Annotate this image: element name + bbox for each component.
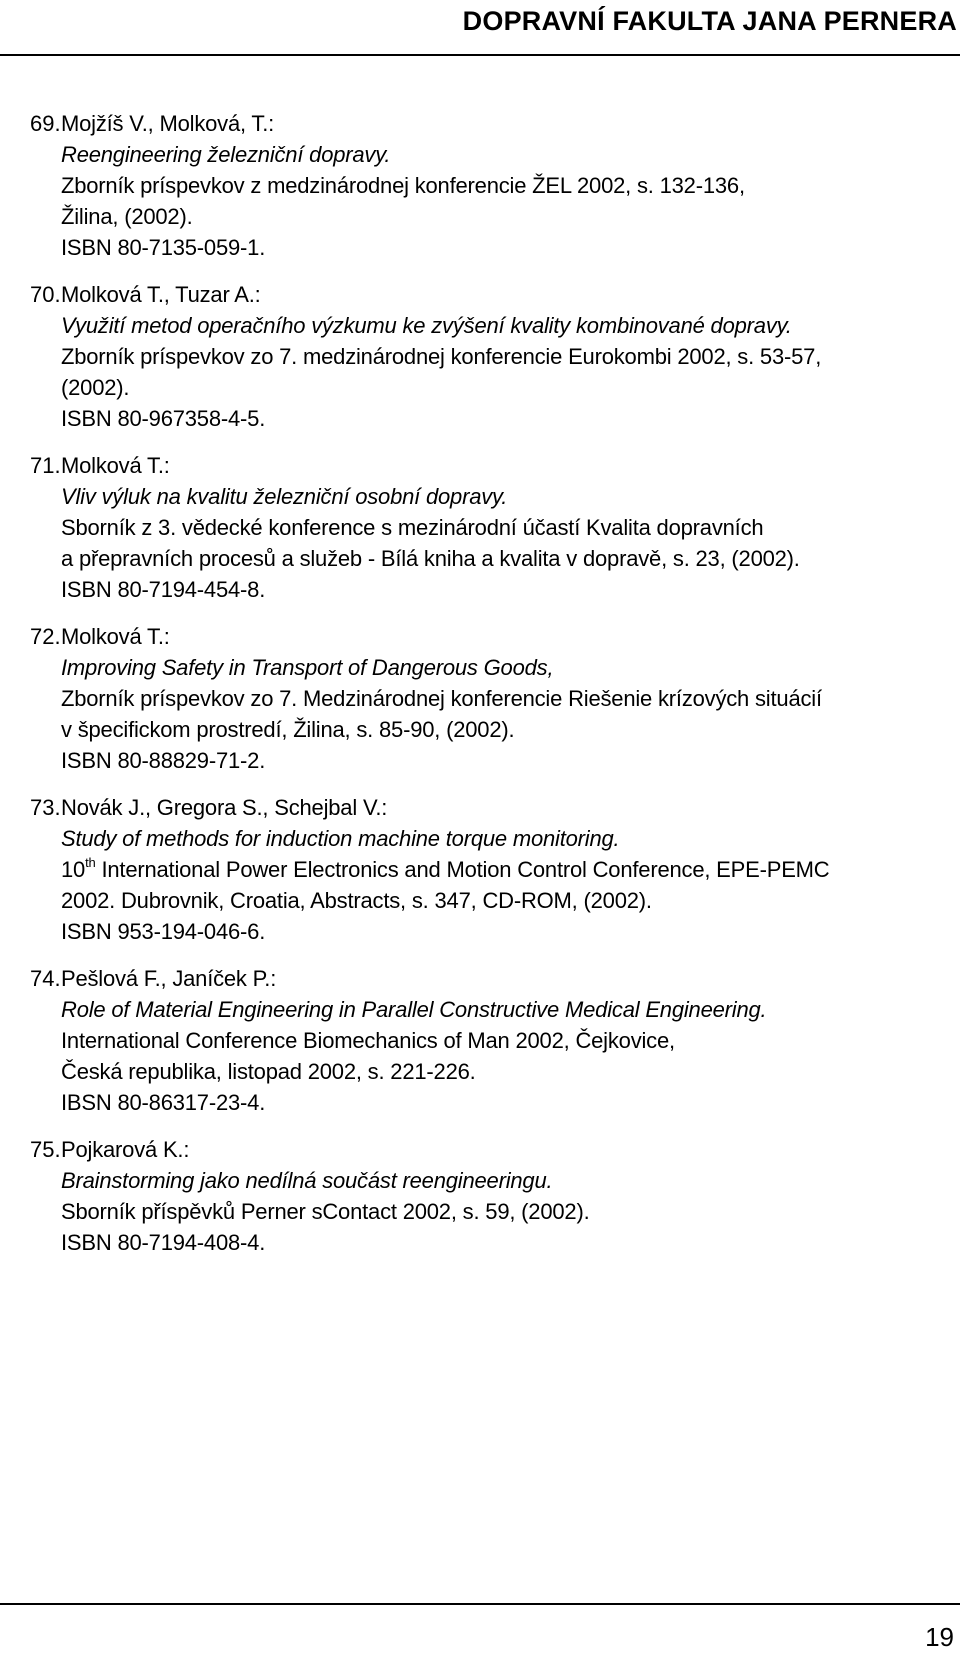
reference-title: Reengineering železniční dopravy. [61,142,391,167]
reference-detail-line: a přepravních procesů a služeb - Bílá kniha a kvalita v dopravě, s. 23, (2002). [61,546,800,571]
reference-item-75 [30,1134,930,1258]
reference-detail-line: Sborník příspěvků Perner sContact 2002, s. 59, (2002). [61,1199,590,1224]
reference-item-72 [30,621,930,776]
reference-item-73 [30,792,930,947]
reference-title: Role of Material Engineering in Parallel Constructive Medical Engineering. [61,997,767,1022]
reference-isbn: ISBN 80-7194-454-8. [61,577,266,602]
reference-number: 74. [30,966,61,991]
reference-detail-line: Žilina, (2002). [61,204,193,229]
reference-detail-line: Zborník príspevkov zo 7. Medzinárodnej konferencie Riešenie krízových situácií [61,686,822,711]
header-divider [0,54,960,56]
reference-isbn: ISBN 953-194-046-6. [61,919,266,944]
reference-title: Study of methods for induction machine torque monitoring. [61,826,620,851]
reference-number: 69. [30,111,61,136]
reference-item-71 [30,450,930,605]
reference-detail-line: Zborník príspevkov z medzinárodnej konferencie ŽEL 2002, s. 132-136, [61,173,745,198]
reference-isbn: IBSN 80-86317-23-4. [61,1090,266,1115]
reference-number: 70. [30,282,61,307]
reference-isbn: ISBN 80-7194-408-4. [61,1230,266,1255]
reference-detail-line: International Conference Biomechanics of Man 2002, Čejkovice, [61,1028,675,1053]
reference-authors: Pojkarová K.: [61,1137,190,1162]
reference-title: Brainstorming jako nedílná součást reengineeringu. [61,1168,553,1193]
conference-ordinal: 10 [61,857,86,882]
conference-ordinal-suffix: th [85,855,96,870]
reference-number: 72. [30,624,61,649]
reference-isbn: ISBN 80-7135-059-1. [61,235,266,260]
reference-number: 73. [30,795,61,820]
reference-isbn: ISBN 80-967358-4-5. [61,406,266,431]
running-header-title: DOPRAVNÍ FAKULTA JANA PERNERA [462,6,957,36]
conference-name: International Power Electronics and Motion Control Conference, EPE-PEMC [101,857,830,882]
reference-authors: Molková T.: [61,624,170,649]
reference-detail-line: 2002. Dubrovnik, Croatia, Abstracts, s. 347, CD-ROM, (2002). [61,888,652,913]
reference-authors: Mojžíš V., Molková, T.: [61,111,275,136]
reference-item-70 [30,279,930,434]
reference-detail-line: v špecifickom prostredí, Žilina, s. 85-90, (2002). [61,717,515,742]
page-number: 19 [925,1622,954,1652]
reference-isbn: ISBN 80-88829-71-2. [61,748,266,773]
reference-list [30,108,930,1274]
reference-authors: Molková T.: [61,453,170,478]
reference-detail-line: Sborník z 3. vědecké konference s mezinárodní účastí Kvalita dopravních [61,515,764,540]
reference-detail-line: Zborník príspevkov zo 7. medzinárodnej konferencie Eurokombi 2002, s. 53-57, [61,344,822,369]
reference-authors: Molková T., Tuzar A.: [61,282,261,307]
reference-item-69 [30,108,930,263]
reference-detail-line: (2002). [61,375,130,400]
reference-authors: Pešlová F., Janíček P.: [61,966,277,991]
reference-conference-line [61,854,930,885]
reference-title: Vliv výluk na kvalitu železniční osobní dopravy. [61,484,508,509]
reference-authors: Novák J., Gregora S., Schejbal V.: [61,795,388,820]
reference-title: Improving Safety in Transport of Dangerous Goods, [61,655,554,680]
reference-detail-line: Česká republika, listopad 2002, s. 221-226. [61,1059,476,1084]
reference-item-74 [30,963,930,1118]
reference-number: 71. [30,453,61,478]
reference-title: Využití metod operačního výzkumu ke zvýšení kvality kombinované dopravy. [61,313,792,338]
reference-number: 75. [30,1137,61,1162]
footer-divider [0,1603,960,1605]
